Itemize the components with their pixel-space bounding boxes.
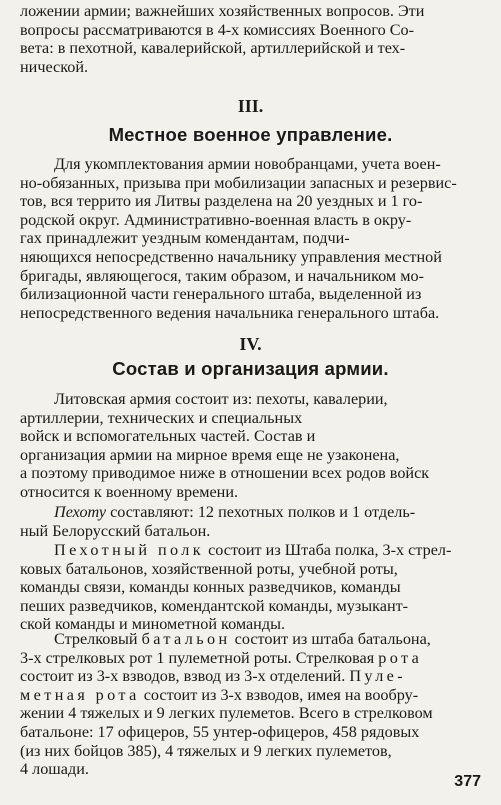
text-line [20,541,486,560]
section-3-numeral: III. [237,96,264,116]
text-line: няющихся непосредственно начальнику управления местной [20,247,442,266]
text-line: ковых батальонов, хозяйственной роты, учебной роты, [20,559,398,578]
spaced-term: Пехотный полк [54,541,205,559]
text-line: жении 4 тяжелых и 9 легких пулеметов. Всего в стрелковом [20,704,433,723]
text-line: организация армии на мирное время еще не узаконена, [20,445,400,464]
section-3-title: Местное военное управление. [108,124,393,145]
text-line: ложении армии; важнейших хозяйственных вопросов. Эти [20,2,425,20]
text-line: Литовская армия состоит из: пехоты, кавалерии, [54,390,388,408]
text-line [20,630,486,649]
text-run: состоит из 3-х взводов, взвод из 3-х отделений. [20,667,350,686]
text-line: бригады, являющегося, таким образом, и начальником мо- [20,266,424,285]
text-line: батальоне: 17 офицеров, 55 унтер-офицеров, 458 рядовых [20,722,420,741]
section-4-paragraph-1 [20,390,486,502]
text-line: команды связи, команды конных разведчиков, команды [20,578,401,597]
text-line: (из них бойцов 385), 4 тяжелых и 9 легких пулеметов, [20,741,392,760]
text-line: но-обязанных, призыва при мобилизации запасных и резервис- [20,173,457,192]
text-line: вета: в пехотной, кавалерийской, артиллерийской и тех- [20,39,406,58]
intro-paragraph [20,2,486,76]
text-line: относится к военному времени. [20,482,239,501]
text-line [20,686,486,705]
section-4-numeral: IV. [239,334,262,354]
text-line: гах принадлежит уездным комендантам, подчи- [20,229,350,248]
text-line: вопросы рассматриваются в 4-х комиссиях Военного Со- [20,20,415,39]
section-3-paragraph [20,155,486,322]
text-run: 3-х стрелковых рот 1 пулеметной роты. Стрелковая [20,648,379,667]
text-line: а поэтому приводимое ниже в отношении всех родов войск [20,464,430,483]
text-line: 4 лошади. [20,760,89,779]
section-4-paragraph-3 [20,541,486,634]
text-line: родской округ. Административно-военная власть в окру- [20,210,412,229]
text-line: ный Белорусский батальон. [20,521,211,540]
text-line [20,667,486,686]
section-4-paragraph-2 [20,503,486,540]
text-run: составляют: 12 пехотных полков и 1 отдель- [106,503,416,521]
text-line: пеших разведчиков, комендантской команды, музыкант- [20,596,409,615]
spaced-term: батальон [141,630,231,648]
text-line: тов, вся террито ия Литвы разделена на 20 уездных и 1 го- [20,192,423,211]
spaced-term: Пуле- [349,667,407,686]
text-run: состоит из 3-х взводов, имея на вообру- [139,685,419,704]
text-line: Для укомплектования армии новобранцами, учета воен- [54,155,441,173]
text-line: ской команды и минометной команды. [20,615,285,634]
text-line: нической. [20,57,89,76]
section-4-title: Состав и организация армии. [112,358,389,379]
text-line: непосредственного ведения начальника генерального штаба. [20,303,440,322]
text-line: артиллерии, технических и специальных [20,408,303,427]
text-line [20,649,486,668]
spaced-term: рота [378,648,423,667]
text-run: состоит из штаба батальона, [230,630,431,648]
page-number: 377 [454,773,481,790]
text-line [20,503,486,522]
text-run: состоит из Штаба полка, 3-х стрел- [204,541,452,559]
italic-lead: Пехоту [54,503,107,521]
text-run: Стрелковый [54,630,142,648]
text-line: войск и вспомогательных частей. Состав и [20,427,316,446]
text-line: билизационной части генерального штаба, выделенной из [20,285,422,304]
section-4-paragraph-4 [20,630,486,779]
spaced-term: метная рота [20,685,140,704]
